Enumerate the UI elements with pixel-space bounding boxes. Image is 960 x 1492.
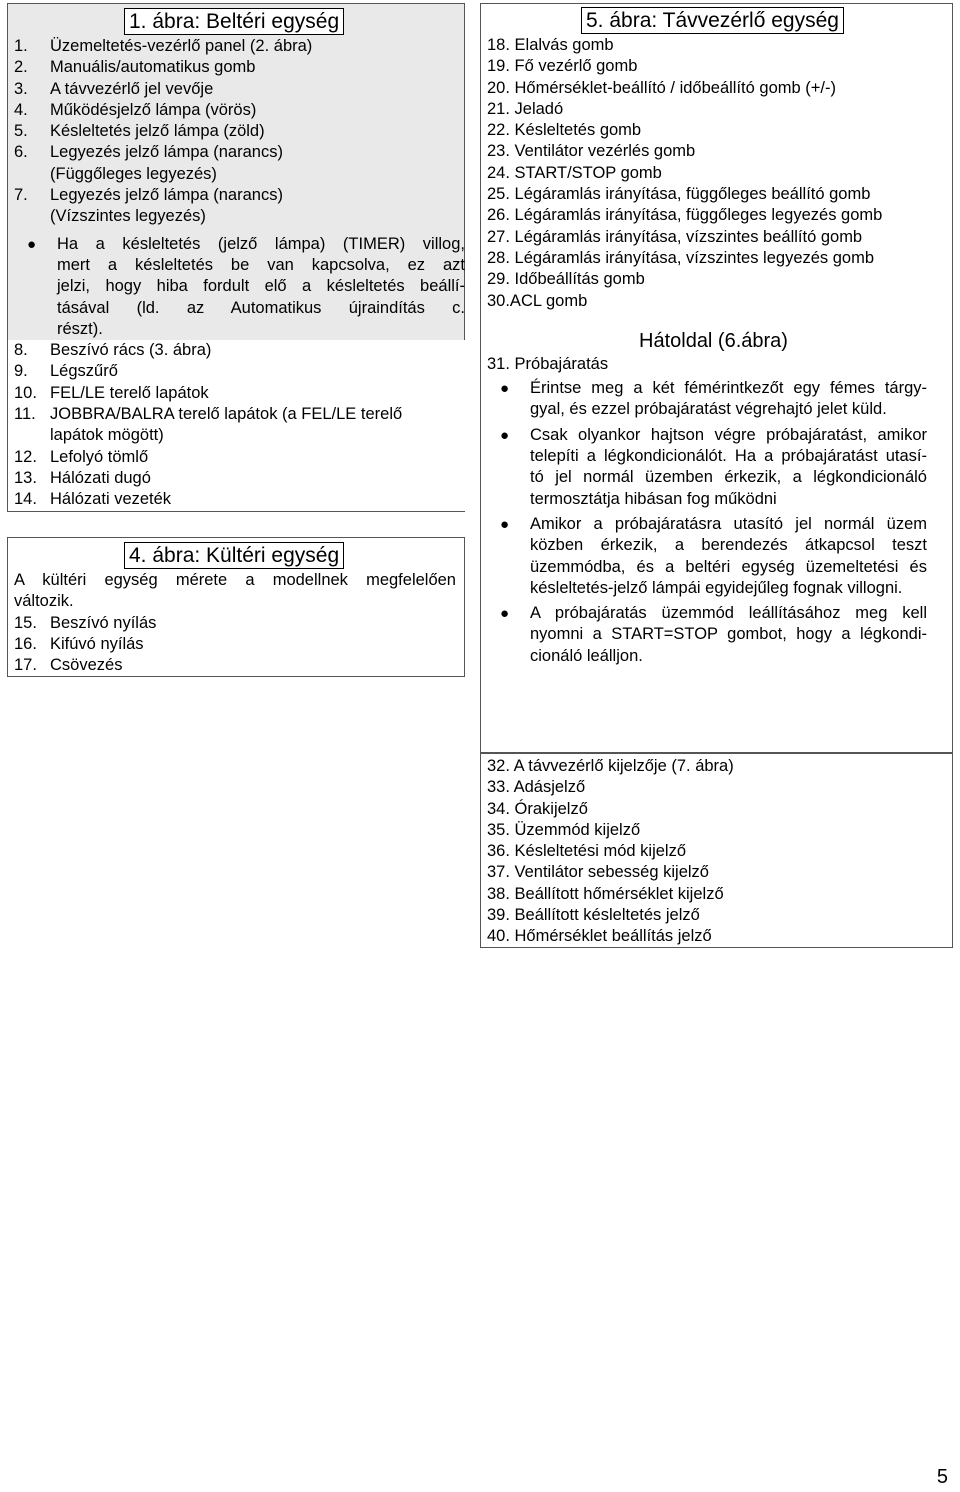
item11-continuation: lapátok mögött) — [50, 426, 164, 445]
list-item: 4. Működésjelző lámpa (vörös) — [14, 100, 257, 119]
bullet-line: telepíti a légkondicionálót. Ha a próbajáratást utasí- — [530, 447, 927, 466]
list-item-11: 11. JOBBRA/BALRA terelő lapátok (a FEL/LE terelő — [14, 405, 403, 424]
list-item-31: 31. Próbajáratás — [487, 354, 609, 373]
display-box — [480, 753, 953, 948]
remote-control-box — [480, 3, 953, 753]
display-list-item: 38. Beállított hőmérséklet kijelző — [487, 884, 724, 903]
bullet-line: termosztátja hibásan fog működni — [530, 489, 777, 508]
list-item-7: 7. Legyezés jelző lámpa (narancs) — [14, 186, 283, 205]
remote-list-item: 21. Jeladó — [487, 99, 564, 118]
list-item: 12. Lefolyó tömlő — [14, 447, 149, 466]
remote-list-item: 25. Légáramlás irányítása, függőleges beállító gomb — [487, 185, 871, 204]
display-list-item: 39. Beállított késleltetés jelző — [487, 906, 700, 925]
list-item: 2. Manuális/automatikus gomb — [14, 58, 256, 77]
list-item: 14. Hálózati vezeték — [14, 490, 172, 509]
display-list-item: 40. Hőmérséklet beállítás jelző — [487, 927, 712, 946]
back-side-title: Hátoldal (6.ábra) — [639, 329, 788, 352]
timer-note — [14, 234, 465, 340]
outdoor-unit-box — [7, 537, 465, 677]
bullet-line: gyal, és ezzel próbajáratást végrehajtó jelet küld. — [530, 400, 887, 419]
remote-list-item: 22. Késleltetés gomb — [487, 121, 642, 140]
bullet-line: Csak olyankor hajtson végre próbajáratást, amikor — [530, 425, 927, 444]
list-item: 6. Legyezés jelző lámpa (narancs) — [14, 143, 283, 162]
list-item: 8. Beszívó rács (3. ábra) — [14, 341, 212, 360]
indoor-unit-box — [7, 3, 465, 512]
bullet-icon: ● — [500, 605, 510, 623]
remote-list-item: 20. Hőmérséklet-beállító / időbeállító gomb (+/-) — [487, 78, 836, 97]
bullet-icon: ● — [500, 515, 510, 533]
list-item: 1. Üzemeltetés-vezérlő panel (2. ábra) — [14, 37, 313, 55]
list-item: 5. Késleltetés jelző lámpa (zöld) — [14, 122, 265, 141]
note-line: tásával (ld. az Automatikus újraindítás c. — [57, 298, 465, 317]
list-item: 3. A távvezérlő jel vevője — [14, 79, 214, 98]
bullet-line: Amikor a próbajáratásra utasító jel normál üzem — [530, 514, 927, 533]
outdoor-description-line: A kültéri egység mérete a modellnek megfelelően — [14, 571, 456, 589]
remote-list-item: 28. Légáramlás irányítása, vízszintes legyezés gomb — [487, 248, 875, 267]
remote-list-item: 24. START/STOP gomb — [487, 163, 662, 182]
bullet-line: üzemmódba, és a beltéri egység üzemeltetési és — [530, 557, 927, 576]
outdoor-description-line: változik. — [14, 592, 74, 611]
bullet-line: cionáló leálljon. — [530, 646, 643, 665]
item6-continuation: (Függőleges legyezés) — [50, 164, 217, 183]
remote-list-item: 26. Légáramlás irányítása, függőleges legyezés gomb — [487, 206, 883, 225]
remote-list-item: 19. Fő vezérlő gomb — [487, 57, 638, 76]
display-list-item: 37. Ventilátor sebesség kijelző — [487, 863, 709, 882]
remote-list-item: 18. Elalvás gomb — [487, 36, 614, 54]
bullet-icon: ● — [27, 235, 37, 253]
bullet-line: A próbajáratás üzemmód leállításához meg kell — [530, 604, 927, 623]
bullet-icon: ● — [500, 426, 510, 444]
display-list-item: 36. Késleltetési mód kijelző — [487, 842, 687, 861]
display-list-item: 34. Órakijelző — [487, 799, 588, 818]
note-line: részt). — [57, 319, 103, 338]
list-item: 17. Csövezés — [14, 656, 123, 675]
list-item: 9. Légszűrő — [14, 362, 118, 381]
remote-list-item: 29. Időbeállítás gomb — [487, 270, 645, 289]
list-item: 15. Beszívó nyílás — [14, 613, 157, 632]
display-list-item: 33. Adásjelző — [487, 778, 586, 797]
display-list-item: 32. A távvezérlő kijelzője (7. ábra) — [487, 757, 734, 775]
indoor-unit-title: 1. ábra: Beltéri egység — [124, 8, 344, 35]
test-run-bullet — [487, 603, 927, 667]
note-line: mert a késleltetés be van kapcsolva, ez azt — [57, 255, 465, 274]
bullet-line: Érintse meg a két fémérintkezőt egy fémes tárgy- — [530, 379, 927, 398]
remote-list-item: 27. Légáramlás irányítása, vízszintes beállító gomb — [487, 227, 863, 246]
remote-control-title: 5. ábra: Távvezérlő egység — [581, 7, 844, 34]
bullet-line: késleltetés-jelző lámpái egyidejűleg fognak villogni. — [530, 578, 903, 597]
remote-list-item: 23. Ventilátor vezérlés gomb — [487, 142, 696, 161]
list-item: 10. FEL/LE terelő lapátok — [14, 383, 209, 402]
test-run-bullet — [487, 378, 927, 421]
outdoor-unit-title: 4. ábra: Kültéri egység — [124, 542, 344, 569]
remote-list-item: 30.ACL gomb — [487, 291, 588, 310]
list-item: 16. Kifúvó nyílás — [14, 634, 144, 653]
item7-continuation: (Vízszintes legyezés) — [50, 207, 206, 226]
test-run-bullet — [487, 514, 927, 599]
bullet-line: tó jel normál üzemben érkezik, a légkondicionáló — [530, 468, 927, 487]
list-item: 13. Hálózati dugó — [14, 468, 151, 487]
test-run-bullet — [487, 425, 927, 510]
page-number: 5 — [936, 1466, 948, 1488]
note-line: Ha a késleltetés (jelző lámpa) (TIMER) villog, — [57, 234, 465, 253]
display-list-item: 35. Üzemmód kijelző — [487, 820, 641, 839]
note-line: jelzi, hogy hiba fordult elő a késleltetés beállí- — [57, 277, 465, 296]
bullet-icon: ● — [500, 380, 510, 398]
bullet-line: nyomni a START=STOP gombot, hogy a légkondi- — [530, 625, 927, 644]
bullet-line: közben érkezik, a berendezés átkapcsol teszt — [530, 536, 927, 555]
